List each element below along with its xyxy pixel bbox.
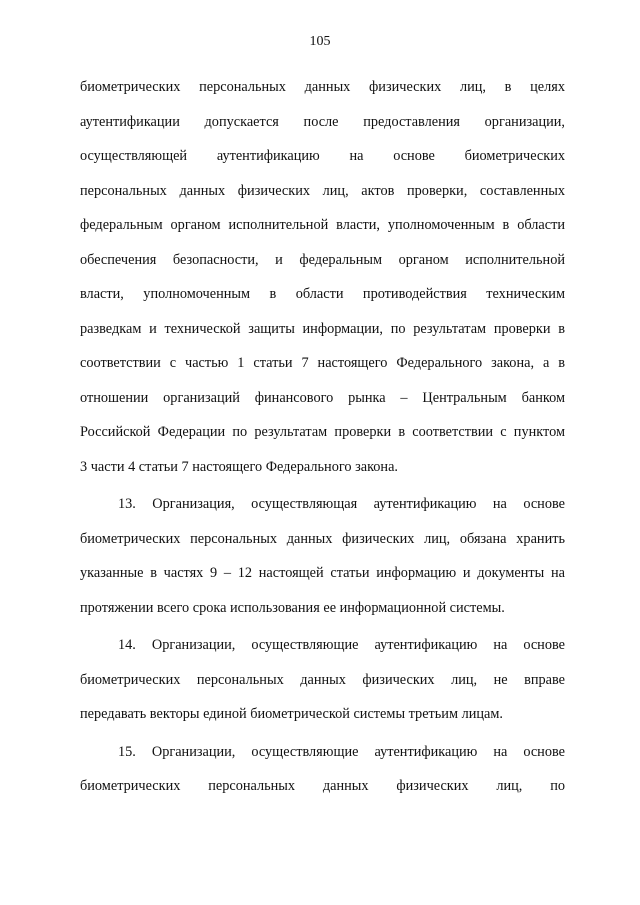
text-line: протяжении всего срока использования ее информационной системы.: [80, 599, 505, 616]
body-text: [80, 70, 565, 804]
text-line: соответствии с частью 1 статьи 7 настоящего Федерального закона, а в: [80, 355, 565, 371]
text-line: 15. Организации, осуществляющие аутентификацию на основе: [118, 743, 565, 760]
text-line: Российской Федерации по результатам проверки в соответствии с пунктом: [80, 424, 565, 440]
text-line: осуществляющей аутентификацию на основе биометрических: [80, 148, 565, 164]
page-number: 105: [309, 34, 331, 49]
text-line: разведкам и технической защиты информации, по результатам проверки в: [80, 320, 565, 337]
text-line: биометрических персональных данных физических лиц, обязана хранить: [80, 530, 565, 547]
text-line: передавать векторы единой биометрической системы третьим лицам.: [80, 706, 503, 722]
text-line: обеспечения безопасности, и федеральным органом исполнительной: [80, 251, 565, 268]
text-line: 13. Организация, осуществляющая аутентификацию на основе: [118, 496, 565, 512]
text-line: биометрических персональных данных физических лиц, не вправе: [80, 671, 565, 688]
text-line: 3 части 4 статьи 7 настоящего Федерального закона.: [80, 458, 399, 475]
text-line: отношении организаций финансового рынка – Центральным банком: [80, 389, 565, 406]
paragraph-14: [80, 628, 565, 732]
text-line: персональных данных физических лиц, актов проверки, составленных: [80, 182, 565, 199]
paragraph-continuation: [80, 70, 565, 484]
text-line: федеральным органом исполнительной власти, уполномоченным в области: [80, 217, 565, 233]
paragraph-13: [80, 487, 565, 625]
text-line: указанные в частях 9 – 12 настоящей статьи информацию и документы на: [80, 565, 565, 581]
text-line: власти, уполномоченным в области противодействия техническим: [80, 286, 565, 302]
text-line: аутентификации допускается после предоставления организации,: [80, 113, 565, 130]
paragraph-15: [80, 735, 565, 804]
text-line: биометрических персональных данных физических лиц, по: [80, 778, 565, 794]
text-line: биометрических персональных данных физических лиц, в целях: [80, 79, 565, 95]
text-line: 14. Организации, осуществляющие аутентификацию на основе: [118, 637, 565, 653]
